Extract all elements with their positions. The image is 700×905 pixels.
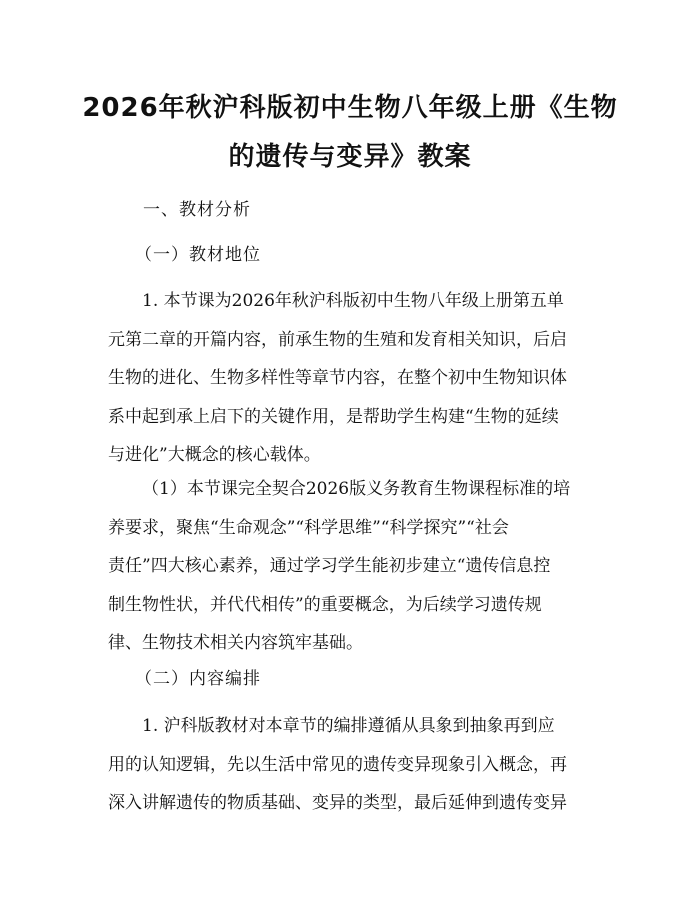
section-heading-textbook-analysis: 一、教材分析 [143, 200, 251, 220]
paragraph-line: 系中起到承上启下的关键作用，是帮助学生构建“生物的延续 [108, 406, 559, 427]
paragraph-line: 1. 本节课为2026年秋沪科版初中生物八年级上册第五单 [142, 291, 564, 311]
subheading-textbook-position: （一）教材地位 [135, 245, 261, 265]
paragraph-line: 用的认知逻辑，先以生活中常见的遗传变异现象引入概念，再 [108, 754, 567, 775]
paragraph-line: 元第二章的开篇内容，前承生物的生殖和发育相关知识，后启 [108, 329, 567, 350]
paragraph-line: 律、生物技术相关内容筑牢基础。 [108, 633, 363, 654]
paragraph-curriculum-standards [108, 470, 608, 663]
paragraph-line: （1）本节课完全契合2026版义务教育生物课程标准的培 [142, 479, 571, 499]
subheading-content-arrangement: （二）内容编排 [135, 669, 261, 689]
paragraph-content-arrangement [108, 707, 608, 823]
document-title-line-2: 的遗传与变异》教案 [228, 142, 472, 172]
paragraph-line: 与进化”大概念的核心载体。 [108, 445, 321, 466]
paragraph-line: 深入讲解遗传的物质基础、变异的类型，最后延伸到遗传变异 [108, 793, 567, 814]
paragraph-line: 生物的进化、生物多样性等章节内容，在整个初中生物知识体 [108, 368, 567, 389]
paragraph-line: 养要求，聚焦“生命观念”“科学思维”“科学探究”“社会 [108, 517, 509, 538]
paragraph-line: 1. 沪科版教材对本章节的编排遵循从具象到抽象再到应 [142, 716, 555, 736]
paragraph-textbook-position [108, 282, 608, 475]
paragraph-line: 制生物性状，并代代相传”的重要概念，为后续学习遗传规 [108, 594, 542, 615]
document-title-line-1: 2026年秋沪科版初中生物八年级上册《生物 [82, 93, 618, 123]
paragraph-line: 责任”四大核心素养，通过学习学生能初步建立“遗传信息控 [108, 556, 551, 577]
